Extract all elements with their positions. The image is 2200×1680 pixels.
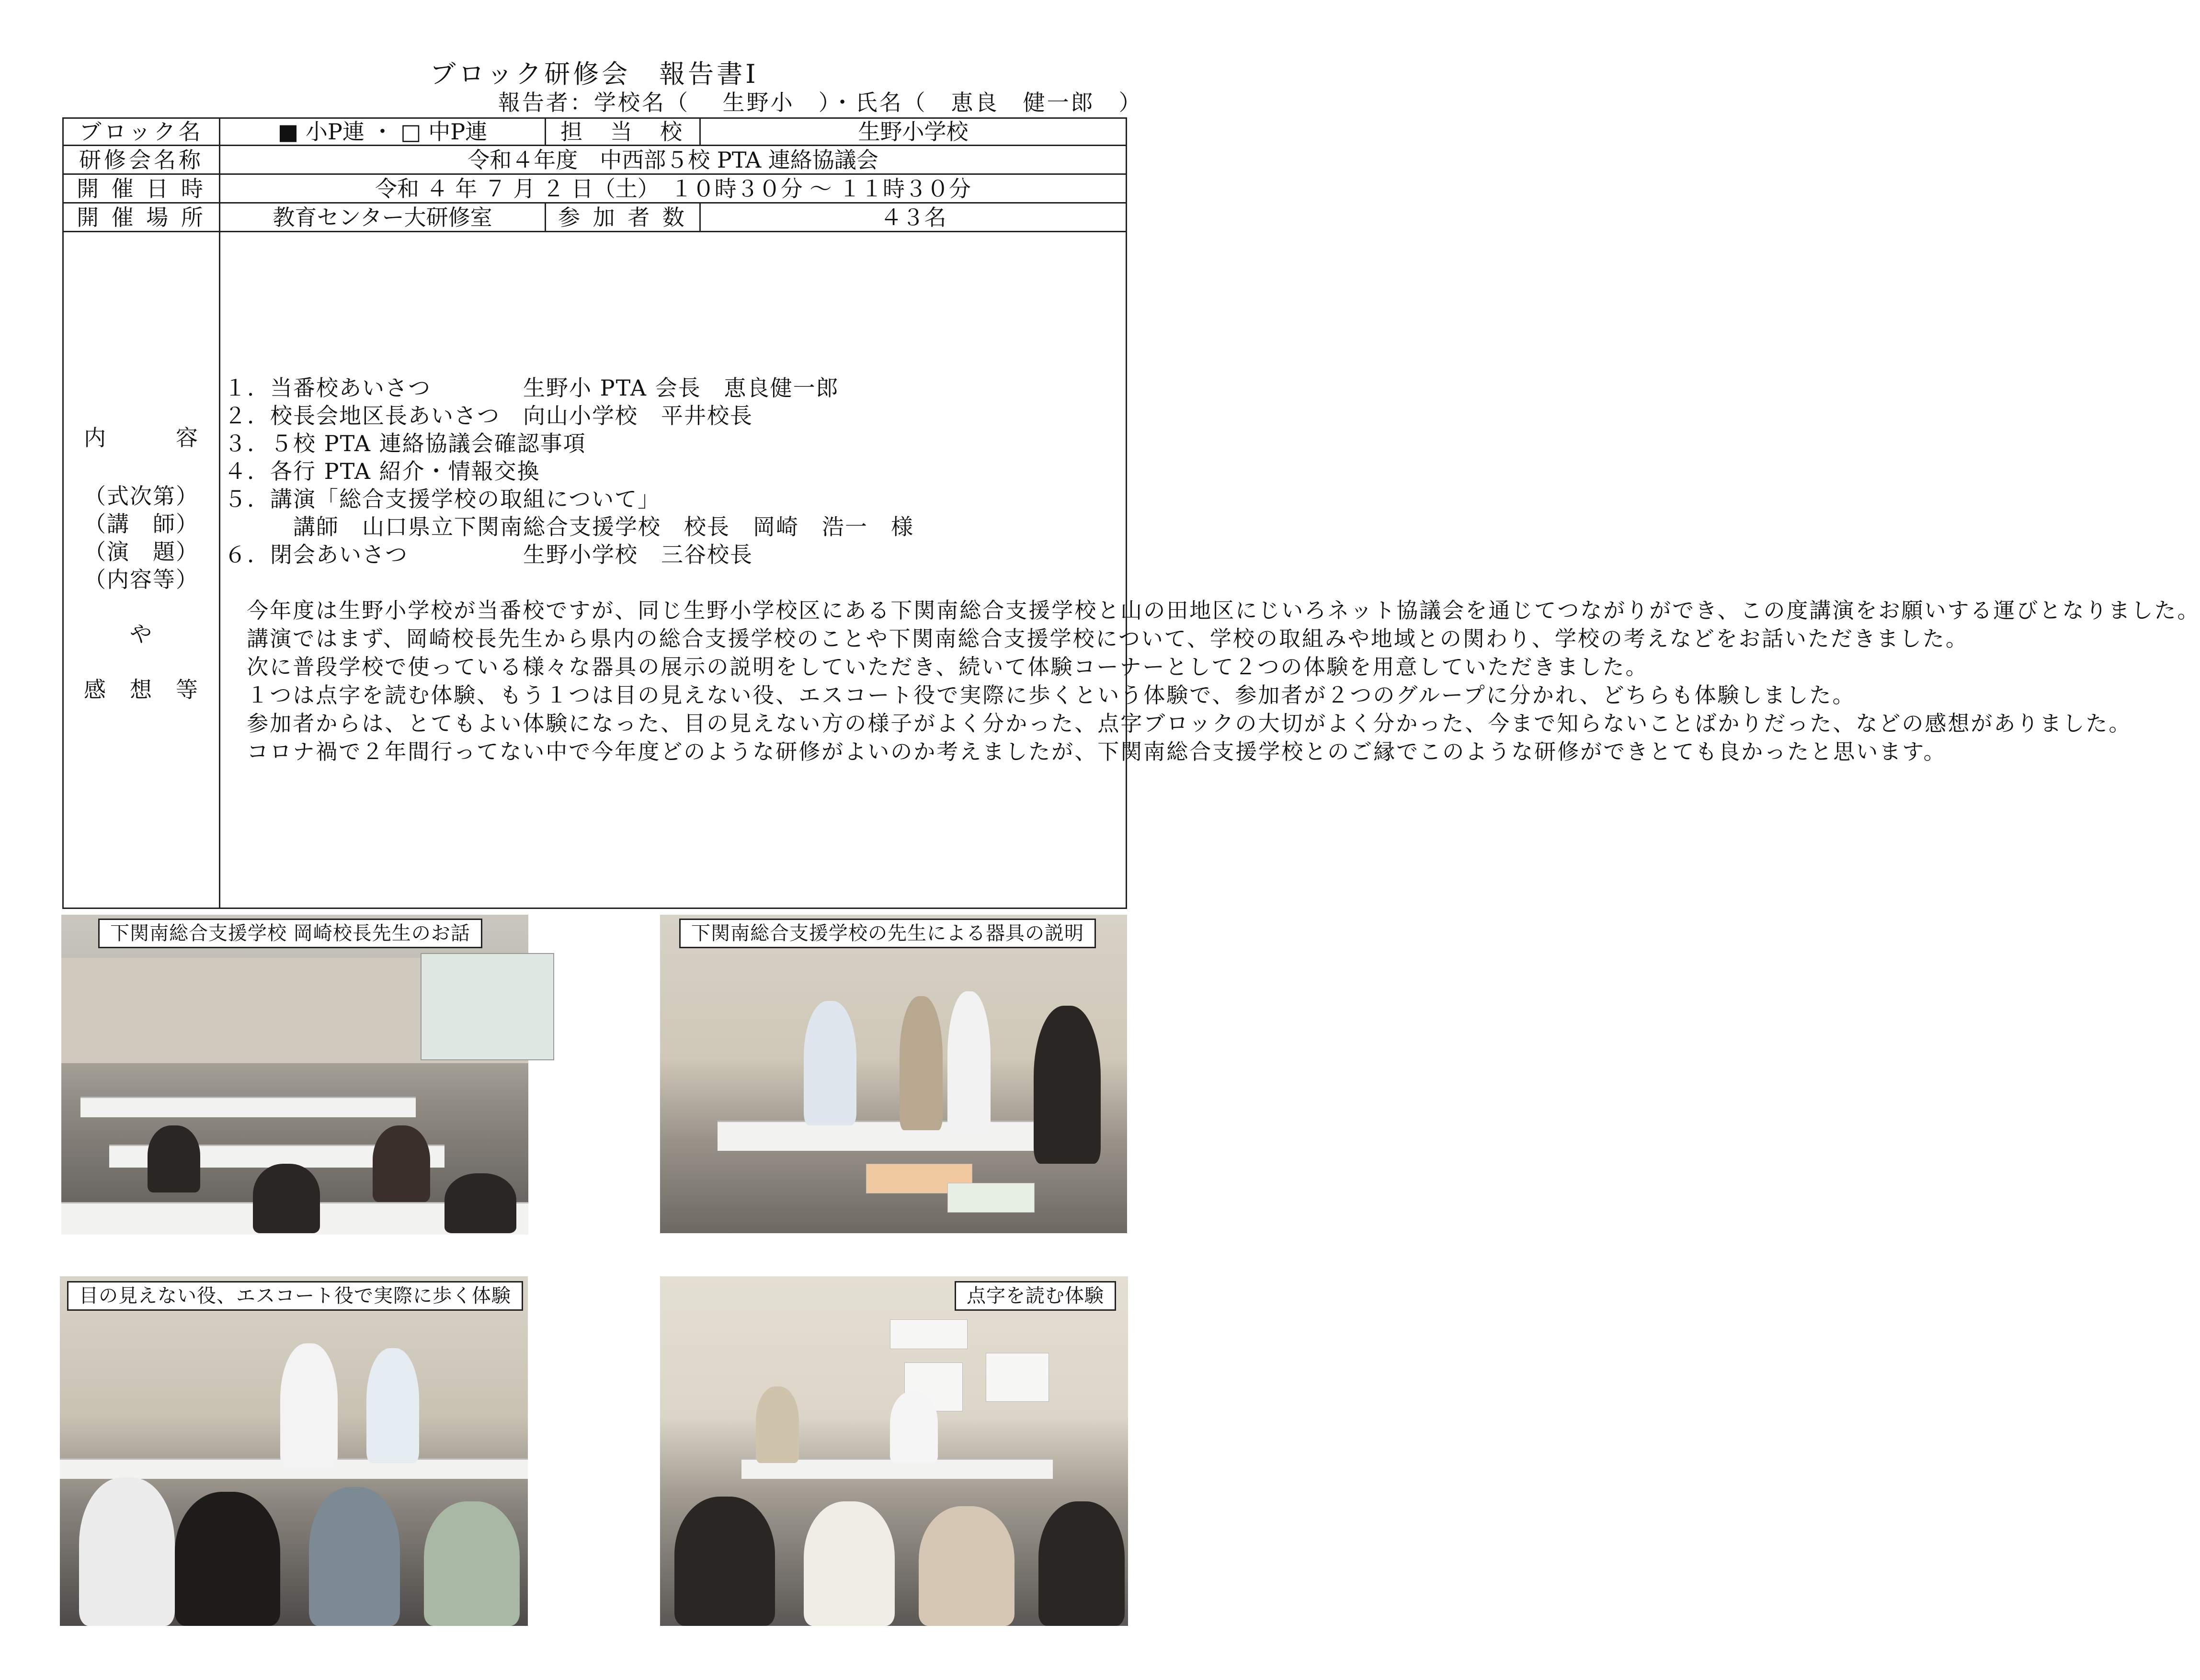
photo-braille (660, 1276, 1128, 1626)
photo-caption-escort: 目の見えない役、エスコート役で実際に歩く体験 (67, 1281, 523, 1311)
photo-lecture (61, 915, 528, 1233)
place-value: 教育センター大研修室 (220, 203, 546, 232)
content-side-cell (63, 232, 220, 908)
side-label-topic: （演 題） (84, 539, 199, 565)
block-label: ブロック名 (63, 118, 220, 146)
date-row (63, 174, 1127, 203)
program-item: １．当番校あいさつ 生野小 PTA 会長 恵良健一郎 (224, 375, 839, 401)
body-paragraph: 講演ではまず、岡崎校長先生から県内の総合支援学校のことや下関南総合支援学校について、学校の取組みや地域との関わり、学校の考えなどをお話いただきました。 (247, 626, 1969, 651)
body-paragraph: １つは点字を読む体験、もう１つは目の見えない役、エスコート役で実際に歩くという体験で、参加者が２つのグループに分かれ、どちらも体験しました。 (247, 682, 1856, 708)
body-paragraph: コロナ禍で２年間行ってない中で今年度どのような研修がよいのか考えましたが、下関南総合支援学校とのご縁でこのような研修ができとても良かったと思います。 (247, 739, 1947, 764)
side-label-details: （内容等） (84, 567, 199, 592)
body-paragraph: 参加者からは、とてもよい体験になった、目の見えない方の様子がよく分かった、点字ブロックの大切がよく分かった、今まで知らないことばかりだった、などの感想がありました。 (247, 711, 2132, 736)
program-item: 講師 山口県立下関南総合支援学校 校長 岡崎 浩一 様 (224, 514, 914, 540)
report-form (62, 117, 2200, 909)
block-value: ■ 小P連 ・ □ 中P連 (220, 118, 546, 146)
side-label-lecturer: （講 師） (84, 511, 199, 537)
side-label-and: や (130, 621, 153, 647)
program-item: ５．講演「総合支援学校の取組について」 (224, 486, 661, 512)
program-item: ４．各行 PTA 紹介・情報交換 (224, 458, 540, 484)
program-list (224, 374, 1122, 568)
program-item: ６．閉会あいさつ 生野小学校 三谷校長 (224, 542, 753, 568)
seminar-name-row (63, 146, 1127, 174)
content-row (63, 232, 1127, 908)
participants-label: 参 加 者 数 (546, 203, 700, 232)
photo-equipment (660, 915, 1127, 1233)
body-paragraph: 今年度は生野小学校が当番校ですが、同じ生野小学校区にある下関南総合支援学校と山の田地区にじいろネット協議会を通じてつながりができ、この度講演をお願いする運びとなりました。 (247, 598, 2200, 623)
school-value: 生野小学校 (700, 118, 1127, 146)
photo-caption-braille: 点字を読む体験 (955, 1281, 1116, 1311)
block-row (63, 118, 1127, 146)
photo-caption-lecture: 下関南総合支援学校 岡崎校長先生のお話 (98, 919, 482, 948)
body-paragraph: 次に普段学校で使っている様々な器具の展示の説明をしていただき、続いて体験コーナーとして２つの体験を用意していただきました。 (247, 654, 1649, 680)
report-body (224, 596, 2200, 766)
photo-caption-equipment: 下関南総合支援学校の先生による器具の説明 (679, 919, 1096, 948)
reporter-line: 報告者：学校名（ 生野小 ）・氏名（ 恵良 健一郎 ） (498, 90, 1143, 115)
participants-value: ４３名 (700, 203, 1127, 232)
program-item: ２．校長会地区長あいさつ 向山小学校 平井校長 (224, 403, 753, 429)
place-label: 開 催 場 所 (63, 203, 220, 232)
school-label: 担 当 校 (546, 118, 700, 146)
side-label-impressions: 感 想 等 (84, 677, 199, 703)
program-item: ３．５校 PTA 連絡協議会確認事項 (224, 431, 586, 456)
place-row (63, 203, 1127, 232)
content-cell (220, 232, 2200, 908)
page-title: ブロック研修会 報告書Ⅰ (430, 59, 759, 89)
seminar-name-label: 研修会名称 (63, 146, 220, 174)
date-label: 開 催 日 時 (63, 174, 220, 203)
side-label-program: （式次第） (84, 483, 199, 509)
photo-escort (60, 1276, 528, 1626)
date-value: 令和 ４ 年 ７ 月 ２ 日（土） １０時３０分 ～ １１時３０分 (220, 174, 1127, 203)
side-label-content: 内 容 (84, 425, 199, 451)
seminar-name-value: 令和４年度 中西部５校 PTA 連絡協議会 (220, 146, 1127, 174)
